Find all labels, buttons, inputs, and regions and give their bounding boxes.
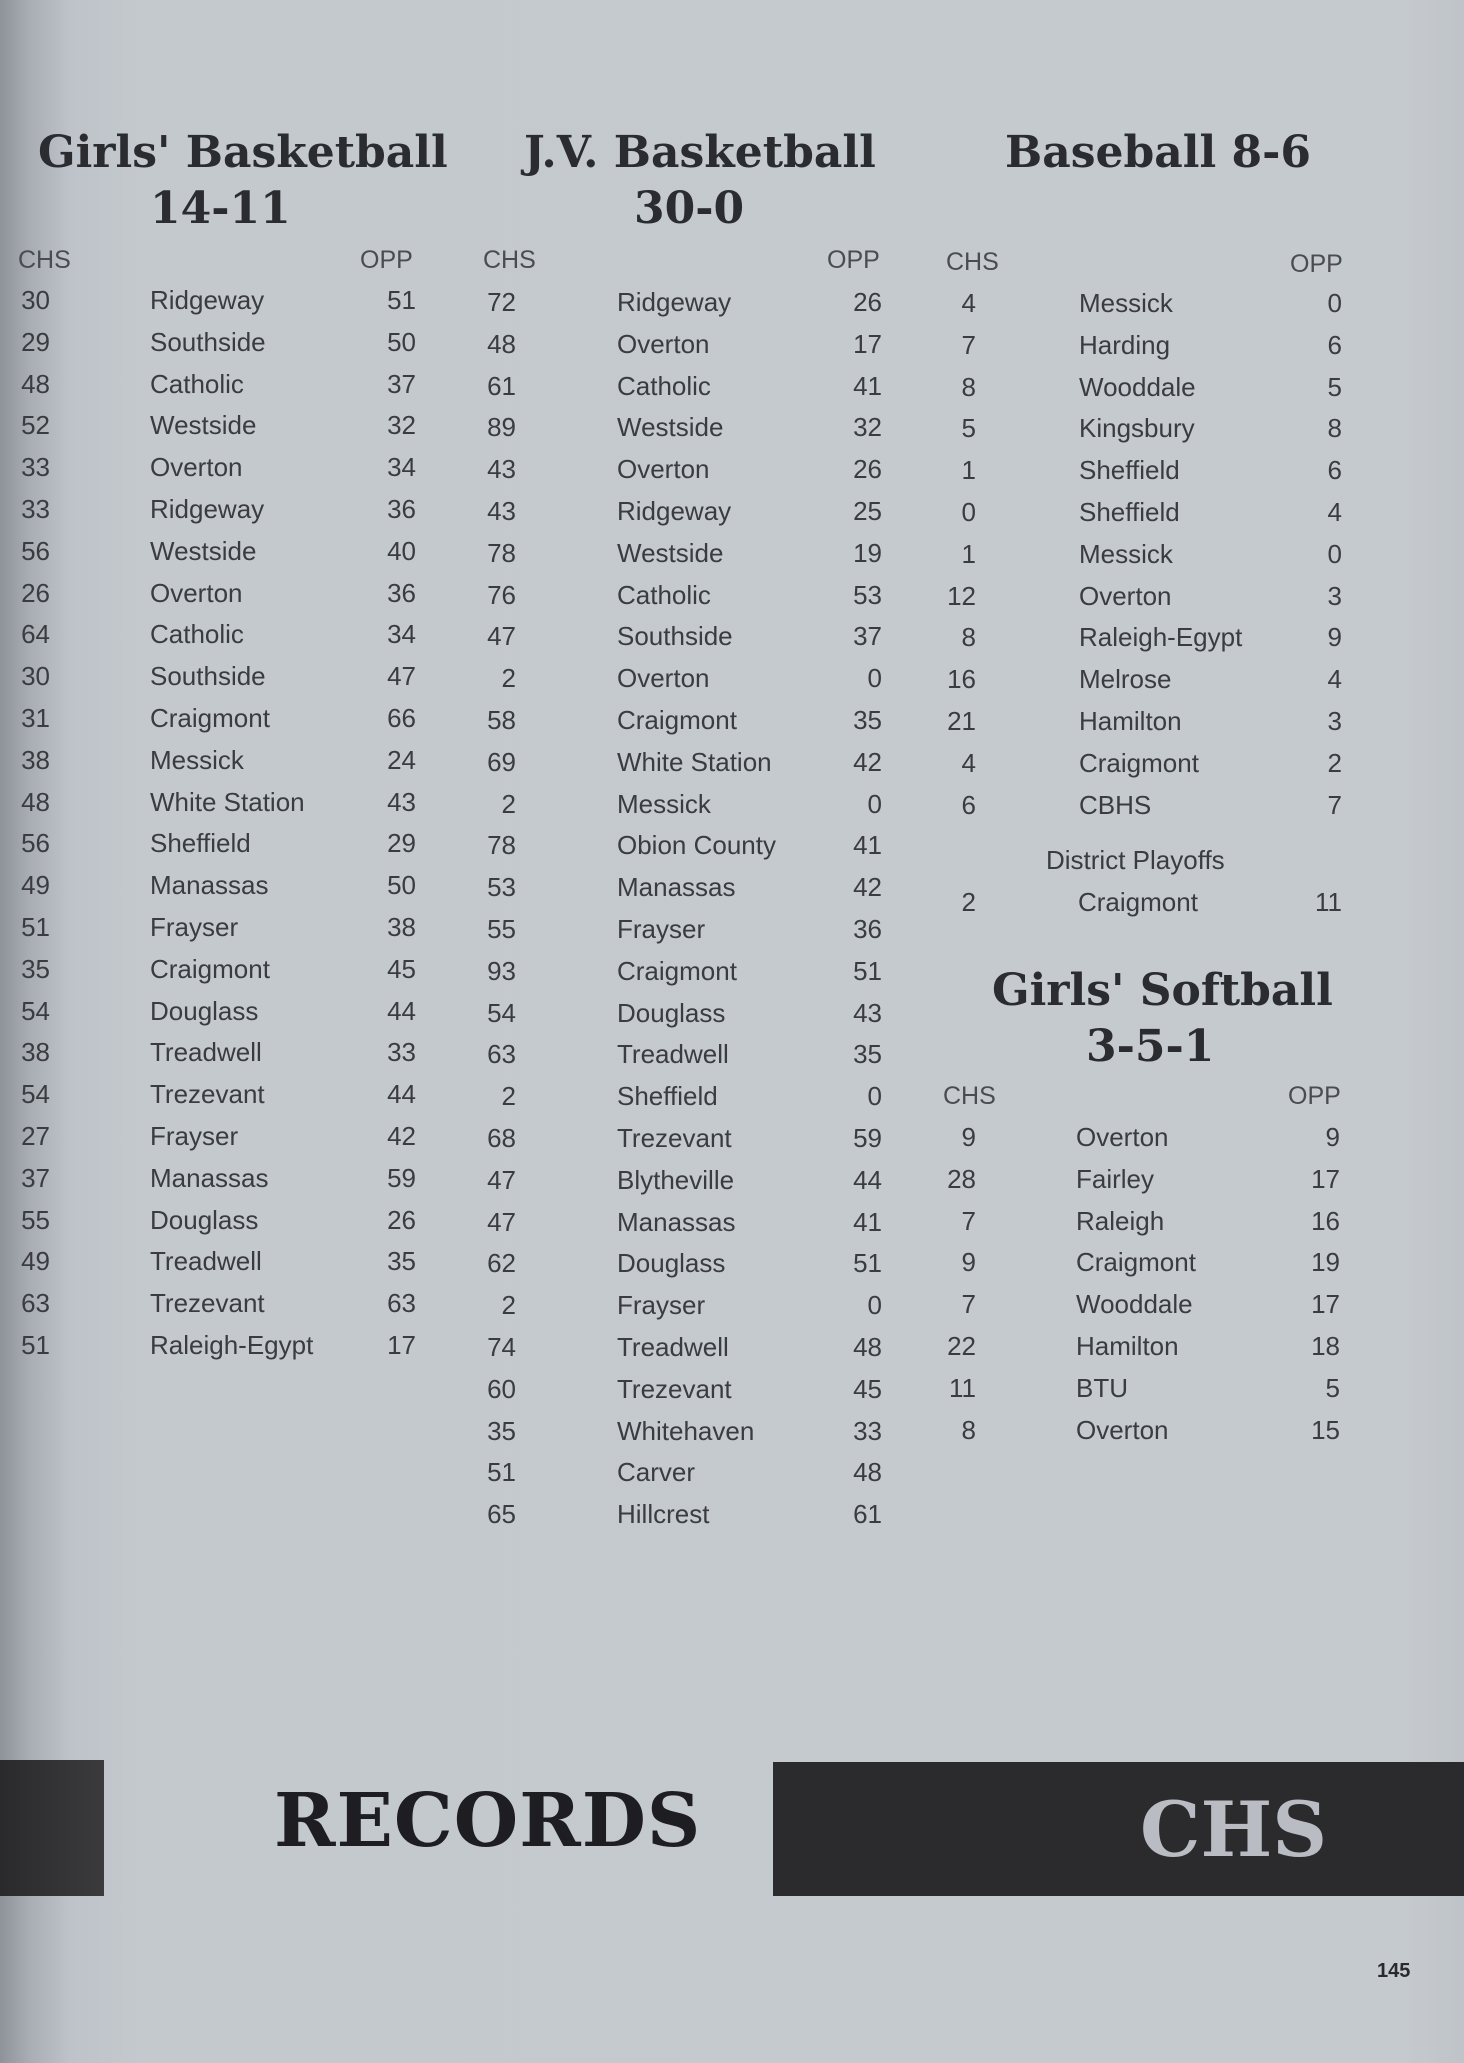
chs-score: 51	[487, 1457, 516, 1488]
chs-score: 6	[961, 789, 976, 820]
opp-score: 51	[853, 1248, 882, 1279]
baseball-playoff-opponent: Craigmont	[1078, 887, 1198, 917]
girls-softball-title: Girls' Softball	[992, 965, 1333, 1016]
chs-score: 33	[21, 452, 50, 483]
opp-score: 33	[387, 1037, 416, 1068]
chs-score: 51	[21, 1330, 50, 1360]
opponent-name: Manassas	[617, 1206, 736, 1237]
opp-score: 32	[387, 410, 416, 441]
chs-score: 47	[487, 1206, 516, 1237]
game-row	[0, 372, 1464, 413]
opponent-name: Messick	[150, 744, 244, 775]
chs-score: 8	[961, 371, 976, 402]
opponent-name: Trezevant	[617, 1123, 732, 1153]
baseball-playoff-opp: 11	[1315, 887, 1342, 917]
opp-score: 41	[853, 830, 882, 861]
opp-score: 43	[387, 786, 416, 817]
opponent-name: Overton	[617, 454, 710, 485]
chs-score: 9	[961, 1247, 976, 1278]
opponent-name: Southside	[150, 326, 266, 357]
opponent-name: Craigmont	[617, 955, 737, 986]
opp-score: 59	[387, 1162, 416, 1193]
chs-score: 37	[21, 1162, 50, 1193]
chs-score: 93	[487, 955, 516, 986]
game-row	[0, 539, 1464, 580]
opponent-name: Treadwell	[617, 1332, 729, 1362]
chs-score: 38	[21, 744, 50, 775]
girls-basketball-chs-header: CHS	[18, 246, 71, 274]
opponent-name: White Station	[617, 746, 772, 777]
opp-score: 9	[1327, 622, 1342, 653]
chs-score: 38	[21, 1037, 50, 1068]
chs-score: 52	[21, 410, 50, 441]
opp-score: 5	[1325, 1372, 1340, 1403]
chs-score: 8	[961, 622, 976, 653]
chs-score: 0	[961, 497, 976, 527]
opponent-name: Hillcrest	[617, 1499, 710, 1530]
girls-softball-chs-header: CHS	[943, 1082, 996, 1110]
chs-score: 2	[501, 663, 516, 694]
opp-score: 17	[1311, 1163, 1340, 1194]
chs-score: 54	[487, 997, 516, 1028]
opponent-name: BTU	[1076, 1372, 1128, 1403]
baseball-title: Baseball 8-6	[1005, 127, 1311, 178]
game-row	[0, 1331, 1464, 1372]
chs-score: 64	[21, 619, 50, 650]
chs-score: 63	[21, 1288, 50, 1319]
jv-basketball-opp-header: OPP	[827, 246, 880, 274]
opponent-name: Douglass	[150, 1204, 259, 1235]
opponent-name: Frayser	[150, 1121, 239, 1151]
opponent-name: Fairley	[1076, 1163, 1155, 1194]
chs-score: 48	[487, 328, 516, 359]
chs-score: 21	[947, 706, 976, 736]
opponent-name: Sheffield	[1079, 497, 1180, 527]
chs-score: 2	[501, 1290, 516, 1321]
opponent-name: Craigmont	[1076, 1247, 1196, 1278]
opp-score: 8	[1327, 413, 1342, 444]
game-row	[0, 1206, 1464, 1247]
chs-score: 55	[21, 1204, 50, 1235]
opponent-name: Southside	[617, 621, 733, 652]
girls-softball-record: 3-5-1	[1086, 1021, 1215, 1072]
chs-score: 8	[961, 1414, 976, 1445]
opp-score: 26	[853, 287, 882, 317]
chs-score: 55	[487, 914, 516, 944]
opponent-name: Catholic	[617, 370, 711, 401]
opponent-name: Obion County	[617, 830, 776, 861]
game-row	[0, 413, 1464, 454]
game-row	[0, 1039, 1464, 1080]
chs-score: 27	[21, 1121, 50, 1151]
chs-score: 58	[487, 705, 516, 735]
chs-score: 60	[487, 1373, 516, 1404]
opp-score: 4	[1327, 497, 1342, 527]
opp-score: 4	[1327, 664, 1342, 695]
game-row	[0, 581, 1464, 622]
opponent-name: Frayser	[150, 912, 239, 942]
opp-score: 42	[387, 1121, 416, 1151]
opponent-name: Overton	[150, 452, 243, 483]
opp-score: 59	[853, 1123, 882, 1153]
chs-score: 26	[21, 577, 50, 608]
opp-score: 24	[387, 744, 416, 775]
chs-score: 43	[487, 496, 516, 526]
opp-score: 40	[387, 535, 416, 566]
records-heading: RECORDS	[274, 1778, 702, 1864]
opponent-name: Wooddale	[1076, 1289, 1193, 1320]
right-dark-band	[773, 1762, 1464, 1896]
chs-score: 48	[21, 368, 50, 399]
opponent-name: Douglass	[150, 995, 259, 1026]
opponent-name: Frayser	[617, 914, 706, 944]
chs-score: 2	[501, 1081, 516, 1112]
opp-score: 44	[387, 1079, 416, 1110]
opponent-name: Overton	[617, 663, 710, 694]
opp-score: 15	[1311, 1414, 1340, 1445]
baseball-playoff-row	[0, 887, 1464, 928]
opponent-name: Westside	[150, 410, 257, 441]
opp-score: 50	[387, 870, 416, 901]
opp-score: 61	[853, 1499, 882, 1530]
chs-score: 74	[487, 1332, 516, 1362]
chs-score: 35	[21, 953, 50, 984]
chs-score: 29	[21, 326, 50, 357]
chs-score: 68	[487, 1123, 516, 1153]
chs-score: 16	[947, 664, 976, 695]
opp-score: 37	[853, 621, 882, 652]
opp-score: 45	[853, 1373, 882, 1404]
chs-score: 30	[21, 285, 50, 315]
chs-score: 9	[961, 1122, 976, 1152]
opponent-name: Hamilton	[1076, 1331, 1179, 1361]
chs-score: 31	[21, 703, 50, 733]
chs-score: 12	[947, 580, 976, 611]
chs-score: 47	[487, 1164, 516, 1195]
opponent-name: Douglass	[617, 1248, 726, 1279]
game-row	[0, 748, 1464, 789]
opp-score: 51	[387, 285, 416, 315]
opponent-name: Ridgeway	[150, 285, 265, 315]
chs-score: 2	[501, 788, 516, 819]
opp-score: 48	[853, 1332, 882, 1362]
opponent-name: Overton	[1079, 580, 1172, 611]
opponent-name: Treadwell	[150, 1246, 262, 1277]
opp-score: 6	[1327, 455, 1342, 486]
opp-score: 35	[853, 705, 882, 735]
opp-score: 6	[1327, 329, 1342, 360]
opponent-name: Overton	[1076, 1414, 1169, 1445]
game-row	[0, 497, 1464, 538]
baseball-playoff-chs: 2	[961, 887, 976, 917]
opp-score: 41	[853, 1206, 882, 1237]
opp-score: 66	[387, 703, 416, 733]
game-row	[0, 1081, 1464, 1122]
opponent-name: Melrose	[1079, 664, 1172, 695]
game-row	[0, 288, 1464, 329]
opponent-name: Manassas	[617, 872, 736, 903]
opp-score: 35	[387, 1246, 416, 1277]
opponent-name: Westside	[150, 535, 257, 566]
game-row	[0, 1373, 1464, 1414]
game-row	[0, 790, 1464, 831]
girls-basketball-title: Girls' Basketball	[38, 127, 448, 178]
chs-score: 7	[961, 1205, 976, 1236]
opp-score: 0	[1327, 288, 1342, 318]
opponent-name: Ridgeway	[150, 494, 265, 524]
game-row	[0, 1457, 1464, 1498]
chs-score: 49	[21, 870, 50, 901]
opp-score: 33	[853, 1415, 882, 1446]
chs-score: 33	[21, 494, 50, 524]
opponent-name: White Station	[150, 786, 305, 817]
opp-score: 18	[1311, 1331, 1340, 1361]
girls-basketball-record: 14-11	[150, 183, 291, 234]
chs-score: 7	[961, 1289, 976, 1320]
opp-score: 5	[1327, 371, 1342, 402]
opp-score: 38	[387, 912, 416, 942]
opponent-name: Overton	[1076, 1122, 1169, 1152]
opp-score: 34	[387, 619, 416, 650]
opp-score: 26	[853, 454, 882, 485]
chs-score: 72	[487, 287, 516, 317]
opp-score: 42	[853, 872, 882, 903]
page-number: 145	[1377, 1960, 1411, 1982]
chs-score: 69	[487, 746, 516, 777]
opponent-name: CBHS	[1079, 789, 1152, 820]
opp-score: 16	[1311, 1205, 1340, 1236]
opp-score: 19	[1311, 1247, 1340, 1278]
chs-score: 54	[21, 995, 50, 1026]
chs-score: 49	[21, 1246, 50, 1277]
chs-score: 28	[947, 1163, 976, 1194]
opponent-name: Treadwell	[150, 1037, 262, 1068]
chs-score: 1	[961, 455, 976, 486]
opp-score: 19	[853, 537, 882, 568]
opponent-name: Trezevant	[617, 1373, 732, 1404]
opponent-name: Catholic	[150, 619, 244, 650]
opponent-name: Whitehaven	[617, 1415, 755, 1446]
opponent-name: Carver	[617, 1457, 696, 1488]
opponent-name: Overton	[617, 328, 710, 359]
game-row	[0, 455, 1464, 496]
game-row	[0, 664, 1464, 705]
opp-score: 41	[853, 370, 882, 401]
opp-score: 3	[1327, 706, 1342, 736]
chs-score: 53	[487, 872, 516, 903]
opp-score: 0	[867, 663, 882, 694]
opponent-name: Westside	[617, 412, 724, 443]
chs-score: 43	[487, 454, 516, 485]
opp-score: 44	[387, 995, 416, 1026]
opp-score: 48	[853, 1457, 882, 1488]
opp-score: 17	[1311, 1289, 1340, 1320]
opp-score: 50	[387, 326, 416, 357]
game-row	[0, 1247, 1464, 1288]
opponent-name: Sheffield	[1079, 455, 1180, 486]
opponent-name: Sheffield	[617, 1081, 718, 1112]
jv-basketball-title: J.V. Basketball	[524, 127, 876, 178]
opp-score: 36	[853, 914, 882, 944]
opp-score: 44	[853, 1164, 882, 1195]
chs-score: 47	[487, 621, 516, 652]
opp-score: 0	[867, 788, 882, 819]
opponent-name: Craigmont	[150, 953, 270, 984]
chs-score: 1	[961, 538, 976, 569]
opp-score: 36	[387, 577, 416, 608]
game-row	[0, 1499, 1464, 1540]
opp-score: 26	[387, 1204, 416, 1235]
opponent-name: Frayser	[617, 1290, 706, 1321]
chs-score: 62	[487, 1248, 516, 1279]
opp-score: 47	[387, 661, 416, 692]
opponent-name: Harding	[1079, 329, 1171, 360]
opponent-name: Raleigh-Egypt	[150, 1330, 314, 1360]
opponent-name: Messick	[617, 788, 711, 819]
chs-score: 48	[21, 786, 50, 817]
opponent-name: Manassas	[150, 870, 269, 901]
opp-score: 36	[387, 494, 416, 524]
chs-score: 78	[487, 537, 516, 568]
baseball-chs-header: CHS	[946, 248, 999, 276]
opp-score: 37	[387, 368, 416, 399]
chs-score: 78	[487, 830, 516, 861]
opponent-name: Westside	[617, 537, 724, 568]
chs-score: 51	[21, 912, 50, 942]
game-row	[0, 330, 1464, 371]
opponent-name: Ridgeway	[617, 496, 732, 526]
opp-score: 17	[853, 328, 882, 359]
chs-score: 54	[21, 1079, 50, 1110]
girls-softball-opp-header: OPP	[1288, 1082, 1341, 1110]
opp-score: 63	[387, 1288, 416, 1319]
chs-score: 56	[21, 535, 50, 566]
opp-score: 25	[853, 496, 882, 526]
game-row	[0, 1122, 1464, 1163]
chs-logo-text: CHS	[1140, 1785, 1328, 1874]
chs-score: 4	[961, 288, 976, 318]
opponent-name: Southside	[150, 661, 266, 692]
opp-score: 17	[387, 1330, 416, 1360]
opp-score: 53	[853, 579, 882, 610]
chs-score: 5	[961, 413, 976, 444]
opp-score: 32	[853, 412, 882, 443]
opponent-name: Hamilton	[1079, 706, 1182, 736]
opp-score: 0	[867, 1081, 882, 1112]
opp-score: 0	[1327, 538, 1342, 569]
opponent-name: Messick	[1079, 288, 1173, 318]
opponent-name: Trezevant	[150, 1288, 265, 1319]
girls-basketball-opp-header: OPP	[360, 246, 413, 274]
chs-score: 76	[487, 579, 516, 610]
chs-score: 61	[487, 370, 516, 401]
opponent-name: Raleigh	[1076, 1205, 1165, 1236]
game-row	[0, 1164, 1464, 1205]
opponent-name: Catholic	[617, 579, 711, 610]
opp-score: 43	[853, 997, 882, 1028]
opp-score: 7	[1327, 789, 1342, 820]
chs-score: 89	[487, 412, 516, 443]
opp-score: 45	[387, 953, 416, 984]
baseball-opp-header: OPP	[1290, 250, 1343, 278]
chs-score: 65	[487, 1499, 516, 1530]
opponent-name: Sheffield	[150, 828, 251, 859]
opponent-name: Craigmont	[150, 703, 270, 733]
game-row	[0, 706, 1464, 747]
opponent-name: Wooddale	[1079, 371, 1196, 402]
chs-score: 30	[21, 661, 50, 692]
chs-score: 7	[961, 329, 976, 360]
opponent-name: Trezevant	[150, 1079, 265, 1110]
jv-basketball-record: 30-0	[634, 183, 745, 234]
left-dark-band	[0, 1760, 104, 1896]
opp-score: 42	[853, 746, 882, 777]
opp-score: 29	[387, 828, 416, 859]
opponent-name: Treadwell	[617, 1039, 729, 1070]
chs-score: 63	[487, 1039, 516, 1070]
opponent-name: Ridgeway	[617, 287, 732, 317]
opp-score: 3	[1327, 580, 1342, 611]
chs-score: 22	[947, 1331, 976, 1361]
opponent-name: Blytheville	[617, 1164, 735, 1195]
game-row	[0, 830, 1464, 871]
opp-score: 35	[853, 1039, 882, 1070]
opponent-name: Catholic	[150, 368, 244, 399]
opponent-name: Messick	[1079, 538, 1173, 569]
opponent-name: Craigmont	[1079, 747, 1199, 778]
opponent-name: Kingsbury	[1079, 413, 1195, 444]
opp-score: 34	[387, 452, 416, 483]
opp-score: 0	[867, 1290, 882, 1321]
chs-score: 56	[21, 828, 50, 859]
opponent-name: Raleigh-Egypt	[1079, 622, 1243, 653]
game-row	[0, 1415, 1464, 1456]
opponent-name: Overton	[150, 577, 243, 608]
opp-score: 2	[1327, 747, 1342, 778]
baseball-playoffs-label: District Playoffs	[1046, 845, 1225, 875]
chs-score: 11	[949, 1372, 976, 1403]
opp-score: 51	[853, 955, 882, 986]
game-row	[0, 1289, 1464, 1330]
opp-score: 9	[1325, 1122, 1340, 1152]
game-row	[0, 622, 1464, 663]
opponent-name: Manassas	[150, 1162, 269, 1193]
chs-score: 35	[487, 1415, 516, 1446]
chs-score: 4	[961, 747, 976, 778]
opponent-name: Douglass	[617, 997, 726, 1028]
opponent-name: Craigmont	[617, 705, 737, 735]
jv-basketball-chs-header: CHS	[483, 246, 536, 274]
